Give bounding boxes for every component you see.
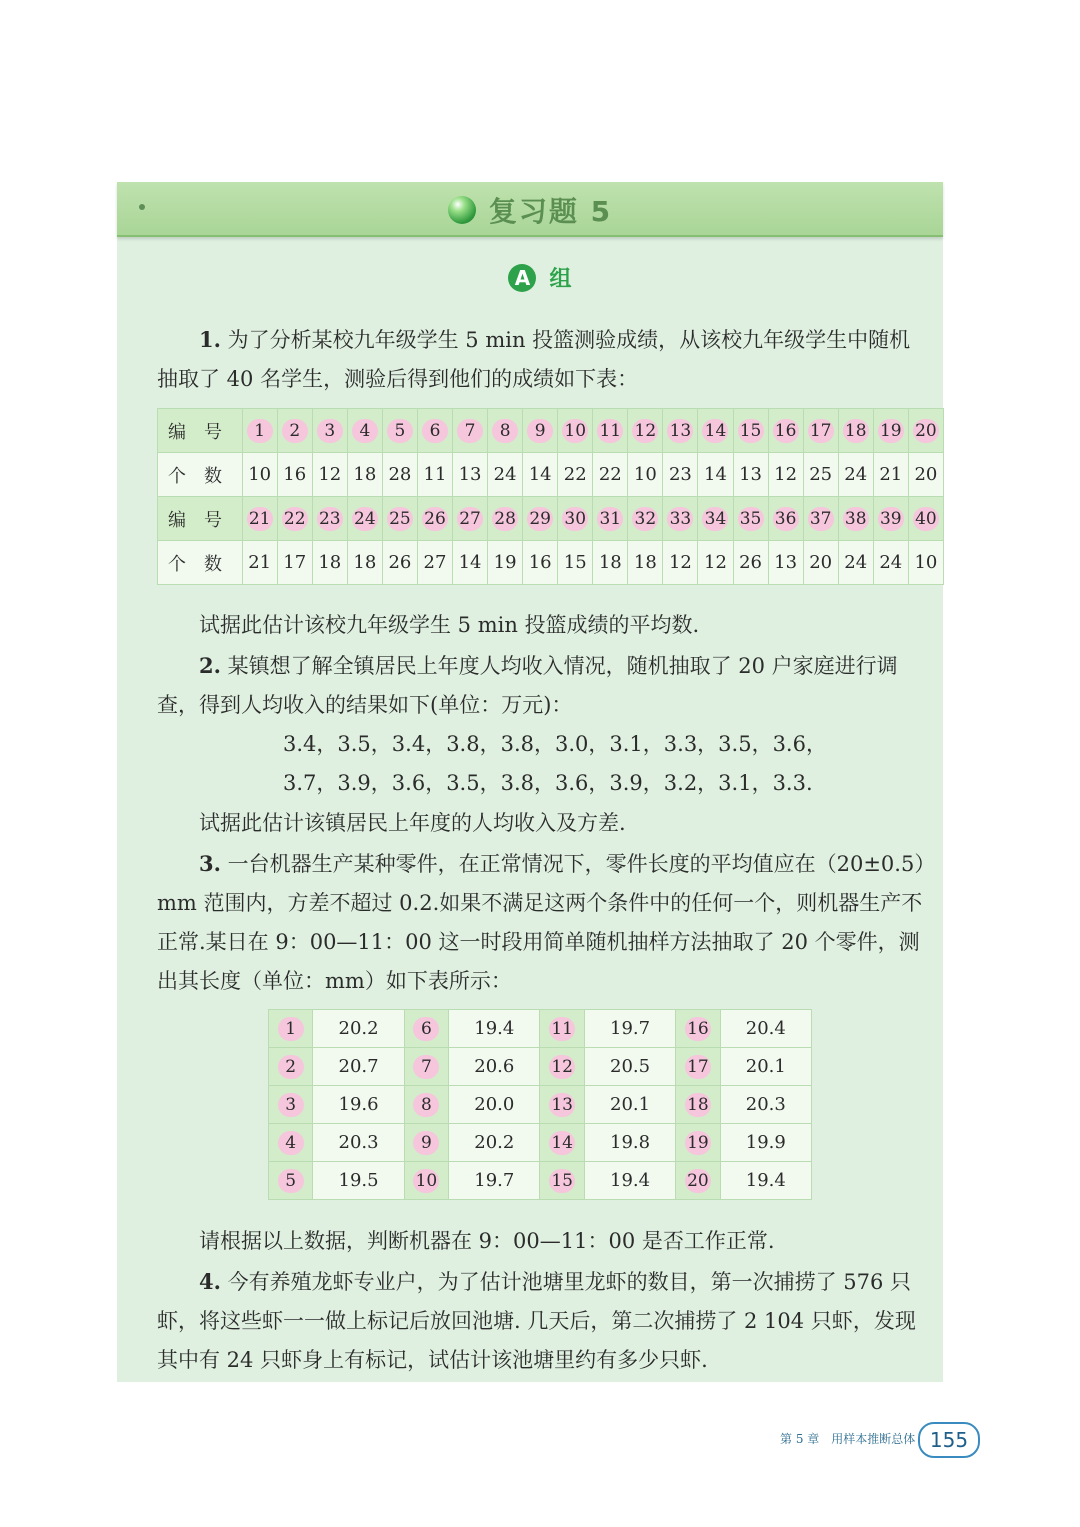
- student-number: 16: [773, 419, 799, 443]
- count-cell: 12: [312, 453, 347, 497]
- count-cell: 22: [558, 453, 593, 497]
- student-number: 11: [597, 419, 623, 443]
- part-number: 11: [549, 1017, 575, 1041]
- count-cell: 18: [593, 541, 628, 585]
- id-row: [158, 497, 944, 541]
- student-number: 34: [702, 507, 728, 531]
- student-number: 30: [562, 507, 588, 531]
- id-cell: [417, 497, 452, 541]
- part-length-cell: 20.4: [720, 1010, 811, 1048]
- count-cell: 26: [733, 541, 768, 585]
- part-number: 8: [413, 1093, 439, 1117]
- part-number: 14: [549, 1131, 575, 1155]
- count-cell: 18: [347, 453, 382, 497]
- question-1-number: 1.: [199, 327, 221, 352]
- part-length-cell: 19.6: [313, 1086, 404, 1124]
- part-length-cell: 19.8: [584, 1124, 675, 1162]
- count-cell: 17: [277, 541, 312, 585]
- question-3-number: 3.: [199, 851, 221, 876]
- id-cell: [768, 409, 803, 453]
- part-number: 6: [413, 1017, 439, 1041]
- question-3-text: 一台机器生产某种零件，在正常情况下，零件长度的平均值应在（20±0.5）mm 范围内，方差不超过 0.2.如果不满足这两个条件中的任何一个，则机器生产不正常.某日在 9：00—11：00 这一时段用简单随机抽样方法抽取了 20 个零件，测出其长度（单位：mm）如下表所示：: [157, 852, 925, 993]
- count-cell: 21: [873, 453, 908, 497]
- part-id-cell: [404, 1086, 448, 1124]
- id-cell: [382, 497, 417, 541]
- part-id-cell: [404, 1010, 448, 1048]
- part-number: 16: [685, 1017, 711, 1041]
- part-number: 5: [278, 1169, 304, 1193]
- id-cell: [523, 409, 558, 453]
- count-cell: 13: [733, 453, 768, 497]
- part-id-cell: [676, 1048, 720, 1086]
- id-cell: [663, 497, 698, 541]
- student-number: 25: [387, 507, 413, 531]
- count-cell: 15: [558, 541, 593, 585]
- id-cell: [908, 409, 943, 453]
- part-number: 19: [685, 1131, 711, 1155]
- scores-table: [157, 408, 944, 585]
- student-number: 1: [247, 419, 273, 443]
- green-ball-icon: [448, 196, 476, 224]
- count-cell: 12: [698, 541, 733, 585]
- student-number: 18: [843, 419, 869, 443]
- id-cell: [663, 409, 698, 453]
- id-cell: [488, 409, 523, 453]
- id-cell: [453, 409, 488, 453]
- length-row: [269, 1162, 812, 1200]
- student-number: 23: [317, 507, 343, 531]
- count-cell: 11: [417, 453, 452, 497]
- part-length-cell: 20.5: [584, 1048, 675, 1086]
- length-row: [269, 1010, 812, 1048]
- id-cell: [908, 497, 943, 541]
- count-cell: 18: [628, 541, 663, 585]
- student-number: 24: [352, 507, 378, 531]
- id-cell: [628, 497, 663, 541]
- student-number: 6: [422, 419, 448, 443]
- part-id-cell: [540, 1010, 584, 1048]
- id-cell: [347, 497, 382, 541]
- part-id-cell: [676, 1162, 720, 1200]
- count-cell: 26: [382, 541, 417, 585]
- part-number: 3: [278, 1093, 304, 1117]
- count-row: [158, 541, 944, 585]
- id-cell: [593, 409, 628, 453]
- part-number: 1: [278, 1017, 304, 1041]
- id-cell: [488, 497, 523, 541]
- count-cell: 14: [523, 453, 558, 497]
- count-cell: 13: [768, 541, 803, 585]
- student-number: 40: [913, 507, 939, 531]
- id-cell: [698, 497, 733, 541]
- part-length-cell: 20.3: [720, 1086, 811, 1124]
- count-cell: 18: [312, 541, 347, 585]
- count-cell: 12: [663, 541, 698, 585]
- part-id-cell: [540, 1124, 584, 1162]
- count-cell: 10: [242, 453, 277, 497]
- count-cell: 22: [593, 453, 628, 497]
- part-number: 17: [685, 1055, 711, 1079]
- part-id-cell: [540, 1162, 584, 1200]
- part-id-cell: [404, 1162, 448, 1200]
- part-length-cell: 20.6: [449, 1048, 540, 1086]
- id-cell: [768, 497, 803, 541]
- length-row: [269, 1086, 812, 1124]
- student-number: 4: [352, 419, 378, 443]
- student-number: 12: [632, 419, 658, 443]
- question-2: [157, 646, 927, 725]
- part-length-cell: 20.2: [313, 1010, 404, 1048]
- question-3: [157, 844, 927, 1001]
- count-cell: 24: [488, 453, 523, 497]
- id-row: [158, 409, 944, 453]
- question-4: [157, 1262, 927, 1380]
- income-data-line-2: 3.7，3.9，3.6，3.5，3.8，3.6，3.9，3.2，3.1，3.3.: [283, 771, 813, 795]
- count-label: 个数: [158, 541, 243, 585]
- student-number: 26: [422, 507, 448, 531]
- id-cell: [873, 497, 908, 541]
- part-length-cell: 19.4: [584, 1162, 675, 1200]
- id-cell: [733, 409, 768, 453]
- part-id-cell: [404, 1124, 448, 1162]
- part-number: 13: [549, 1093, 575, 1117]
- student-number: 36: [773, 507, 799, 531]
- student-number: 19: [878, 419, 904, 443]
- question-2-text: 某镇想了解全镇居民上年度人均收入情况，随机抽取了 20 户家庭进行调查，得到人均收入的结果如下(单位：万元)：: [157, 654, 898, 717]
- student-number: 14: [702, 419, 728, 443]
- id-cell: [803, 497, 838, 541]
- part-length-cell: 19.4: [449, 1010, 540, 1048]
- part-length-cell: 20.1: [584, 1086, 675, 1124]
- id-cell: [733, 497, 768, 541]
- part-number: 2: [278, 1055, 304, 1079]
- student-number: 2: [282, 419, 308, 443]
- student-number: 31: [597, 507, 623, 531]
- count-cell: 28: [382, 453, 417, 497]
- part-id-cell: [676, 1010, 720, 1048]
- student-number: 15: [738, 419, 764, 443]
- student-number: 17: [808, 419, 834, 443]
- id-cell: [312, 409, 347, 453]
- part-length-cell: 20.0: [449, 1086, 540, 1124]
- student-number: 8: [492, 419, 518, 443]
- id-cell: [838, 497, 873, 541]
- student-number: 10: [562, 419, 588, 443]
- count-cell: 20: [908, 453, 943, 497]
- question-4-text: 今有养殖龙虾专业户，为了估计池塘里龙虾的数目，第一次捕捞了 576 只虾，将这些虾一一做上标记后放回池塘. 几天后，第二次捕捞了 2 104 只虾，发现其中有 24 只虾身上有标记，试估计该池塘里约有多少只虾.: [157, 1270, 916, 1372]
- count-cell: 16: [523, 541, 558, 585]
- count-cell: 24: [873, 541, 908, 585]
- part-length-cell: 20.1: [720, 1048, 811, 1086]
- part-id-cell: [269, 1048, 313, 1086]
- id-cell: [453, 497, 488, 541]
- lengths-table: [268, 1009, 812, 1200]
- count-cell: 23: [663, 453, 698, 497]
- part-id-cell: [269, 1010, 313, 1048]
- count-cell: 24: [838, 453, 873, 497]
- student-number: 20: [913, 419, 939, 443]
- part-id-cell: [676, 1086, 720, 1124]
- student-number: 7: [457, 419, 483, 443]
- length-row: [269, 1124, 812, 1162]
- id-label: 编号: [158, 409, 243, 453]
- student-number: 39: [878, 507, 904, 531]
- count-cell: 16: [277, 453, 312, 497]
- header-title-wrap: [117, 190, 943, 230]
- id-cell: [382, 409, 417, 453]
- count-cell: 25: [803, 453, 838, 497]
- part-length-cell: 20.7: [313, 1048, 404, 1086]
- part-length-cell: 20.3: [313, 1124, 404, 1162]
- student-number: 5: [387, 419, 413, 443]
- student-number: 3: [317, 419, 343, 443]
- student-number: 27: [457, 507, 483, 531]
- part-length-cell: 19.9: [720, 1124, 811, 1162]
- chapter-footer: 第 5 章 用样本推断总体: [780, 1432, 916, 1446]
- id-cell: [242, 497, 277, 541]
- question-4-number: 4.: [199, 1269, 221, 1294]
- id-cell: [838, 409, 873, 453]
- part-length-cell: 19.7: [449, 1162, 540, 1200]
- part-number: 18: [685, 1093, 711, 1117]
- part-id-cell: [540, 1086, 584, 1124]
- part-length-cell: 20.2: [449, 1124, 540, 1162]
- part-number: 7: [413, 1055, 439, 1079]
- id-cell: [558, 409, 593, 453]
- student-number: 38: [843, 507, 869, 531]
- id-cell: [873, 409, 908, 453]
- student-number: 22: [282, 507, 308, 531]
- section-header: [117, 182, 943, 237]
- part-id-cell: [269, 1124, 313, 1162]
- part-number: 12: [549, 1055, 575, 1079]
- id-cell: [277, 497, 312, 541]
- id-cell: [593, 497, 628, 541]
- count-cell: 10: [908, 541, 943, 585]
- id-cell: [523, 497, 558, 541]
- part-id-cell: [540, 1048, 584, 1086]
- page-number: 155: [918, 1422, 980, 1458]
- part-number: 9: [413, 1131, 439, 1155]
- id-label: 编号: [158, 497, 243, 541]
- count-label: 个数: [158, 453, 243, 497]
- count-cell: 10: [628, 453, 663, 497]
- student-number: 32: [632, 507, 658, 531]
- part-number: 10: [413, 1169, 439, 1193]
- count-cell: 21: [242, 541, 277, 585]
- student-number: 21: [247, 507, 273, 531]
- id-cell: [312, 497, 347, 541]
- part-number: 20: [685, 1169, 711, 1193]
- part-id-cell: [269, 1162, 313, 1200]
- student-number: 35: [738, 507, 764, 531]
- id-cell: [558, 497, 593, 541]
- income-data-line-1: 3.4，3.5，3.4，3.8，3.8，3.0，3.1，3.3，3.5，3.6，: [283, 732, 827, 756]
- id-cell: [803, 409, 838, 453]
- student-number: 29: [527, 507, 553, 531]
- question-3-ask: 请根据以上数据，判断机器在 9：00—11：00 是否工作正常.: [199, 1229, 775, 1253]
- count-cell: 19: [488, 541, 523, 585]
- id-cell: [628, 409, 663, 453]
- part-id-cell: [676, 1124, 720, 1162]
- count-cell: 14: [453, 541, 488, 585]
- group-badge: A: [508, 264, 536, 292]
- student-number: 28: [492, 507, 518, 531]
- id-cell: [698, 409, 733, 453]
- student-number: 37: [808, 507, 834, 531]
- group-label: 组: [549, 267, 572, 292]
- group-heading: [0, 262, 1080, 293]
- student-number: 13: [667, 419, 693, 443]
- section-title: 复习题 5: [488, 195, 613, 228]
- student-number: 33: [667, 507, 693, 531]
- count-cell: 18: [347, 541, 382, 585]
- id-cell: [347, 409, 382, 453]
- count-cell: 20: [803, 541, 838, 585]
- part-length-cell: 19.7: [584, 1010, 675, 1048]
- student-number: 9: [527, 419, 553, 443]
- part-length-cell: 19.4: [720, 1162, 811, 1200]
- id-cell: [277, 409, 312, 453]
- question-1-text: 为了分析某校九年级学生 5 min 投篮测验成绩，从该校九年级学生中随机抽取了 40 名学生，测验后得到他们的成绩如下表：: [157, 328, 911, 391]
- question-1-ask: 试据此估计该校九年级学生 5 min 投篮成绩的平均数.: [199, 613, 700, 637]
- id-cell: [417, 409, 452, 453]
- question-1: [157, 320, 927, 399]
- count-cell: 27: [417, 541, 452, 585]
- question-2-ask: 试据此估计该镇居民上年度的人均收入及方差.: [199, 811, 626, 835]
- count-row: [158, 453, 944, 497]
- count-cell: 14: [698, 453, 733, 497]
- id-cell: [242, 409, 277, 453]
- part-number: 4: [278, 1131, 304, 1155]
- length-row: [269, 1048, 812, 1086]
- question-2-number: 2.: [199, 653, 221, 678]
- part-number: 15: [549, 1169, 575, 1193]
- part-length-cell: 19.5: [313, 1162, 404, 1200]
- part-id-cell: [269, 1086, 313, 1124]
- count-cell: 12: [768, 453, 803, 497]
- count-cell: 24: [838, 541, 873, 585]
- part-id-cell: [404, 1048, 448, 1086]
- count-cell: 13: [453, 453, 488, 497]
